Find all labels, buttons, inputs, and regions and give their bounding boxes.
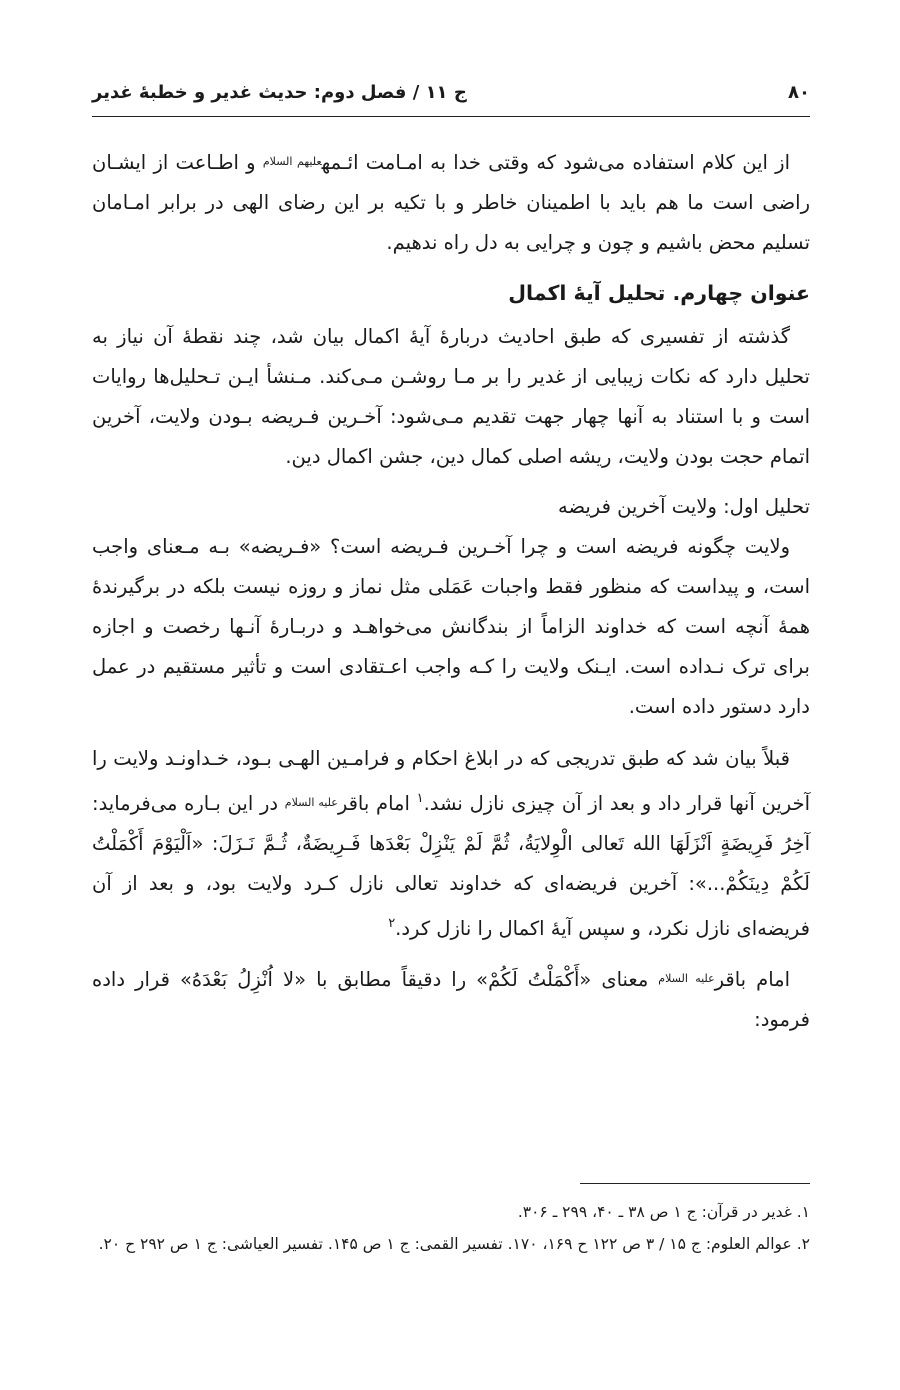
- paragraph-2: گذشته از تفسیری که طبق احادیث دربارهٔ آیهٔ اکمال بیان شد، چند نقطهٔ آن نیاز به تحلیل دارد که نکات زیبایی از غدیر را بر مـا روشـن مـی‌کند. مـنشأ ایـن تـحلیل‌ها روایات است و با استناد به آنها چهار جهت تقدیم مـی‌شود: آخـرین فـریضه بـودن ولایت، آخرین اتمام حجت بودن ولایت، ریشه اصلی کمال دین، جشن اکمال دین.: [92, 325, 810, 468]
- paragraph-3: ولایت چگونه فریضه است و چرا آخـرین فـریضه است؟ «فـریضه» بـه مـعنای واجب است، و پیداست که منظور فقط واجبات عَمَلی مثل نماز و روزه نیست بلکه در برگیرندهٔ همهٔ آنچه است که خداوند الزاماً از بندگانش می‌خواهـد و دربـارهٔ آنـها رخصت و اجازه برای ترک نـداده است. ایـنک ولایت را کـه واجب اعـتقادی است و تأثیر مستقیم در عمل دارد دستور داده است.: [92, 535, 810, 718]
- main-text: [92, 142, 810, 1040]
- page-number: ۸۰: [788, 81, 810, 103]
- footnote-ref-1: ۱: [416, 791, 424, 806]
- footnotes: [92, 1196, 810, 1260]
- paragraph-4: قبلاً بیان شد که طبق تدریجی که در ابلاغ احکام و فرامـین الهـی بـود، خـداونـد ولایت را آخرین آنها قرار داد و بعد از آن چیزی نازل نشد.$^۱$ امام باقر$^{علیه السلام}$ در این بـاره می‌فرماید: آخِرُ فَرِیضَةٍ اَنْزَلَهَا الله تَعالی الْوِلایَةُ، ثُمَّ لَمْ یَنْزِلْ بَعْدَها فَـرِیضَةٌ، ثُـمَّ نَـزَلَ: «اَلْیَوْمَ أَکْمَلْتُ لَکُمْ دِینَکُمْ...»: آخرین فریضه‌ای که خداوند تعالی نازل کـرد ولایت بود، و بعد از آن فریضه‌ای نازل نکرد، و سپس آیهٔ اکمال را نازل کرد.$^۲$: [92, 747, 810, 940]
- honorific-mark: علیه السلام: [284, 796, 338, 809]
- paragraph-1: از این کلام استفاده می‌شود که وقتی خدا به امـامت ائـمه$^{علیهم السلام}$ و اطـاعت از ایشـان راضی است ما هم باید با اطمینان خاطر و با تکیه بر این رضای الهی در برابر امـامان تسلیم محض باشیم و چون و چرایی به دل راه ندهیم.: [92, 151, 810, 254]
- book-page: [92, 0, 810, 1390]
- section-heading: عنوان چهارم. تحلیل آیهٔ اکمال: [508, 281, 810, 305]
- running-header: [92, 72, 810, 112]
- paragraph-5: امام باقر$^{علیه السلام}$ معنای «أَکْمَلْتُ لَکُمْ» را دقیقاً مطابق با «لا اُنْزِلُ بَعْدَهُ» قرار داده فرمود:: [92, 968, 810, 1031]
- subsection-heading: تحلیل اول: ولایت آخرین فریضه: [558, 495, 810, 518]
- honorific-mark: علیهم السلام: [262, 155, 322, 168]
- running-title: ج ۱۱ / فصل دوم: حدیث غدیر و خطبهٔ غدیر: [92, 81, 467, 103]
- footnote-divider: [580, 1183, 810, 1184]
- footnote-1: ۱. غدیر در قرآن: ج ۱ ص ۳۸ ـ ۴۰، ۲۹۹ ـ ۳۰۶.: [517, 1203, 810, 1221]
- footnote-2: ۲. عوالم العلوم: ج ۱۵ / ۳ ص ۱۲۲ ح ۱۶۹، ۱۷۰. تفسیر القمی: ج ۱ ص ۱۴۵. تفسیر العیاشی: ج ۱ ص ۲۹۲ ح ۲۰.: [98, 1235, 810, 1253]
- honorific-mark: علیه السلام: [658, 972, 715, 985]
- footnote-ref-2: ۲: [388, 916, 396, 931]
- header-divider: [92, 116, 810, 117]
